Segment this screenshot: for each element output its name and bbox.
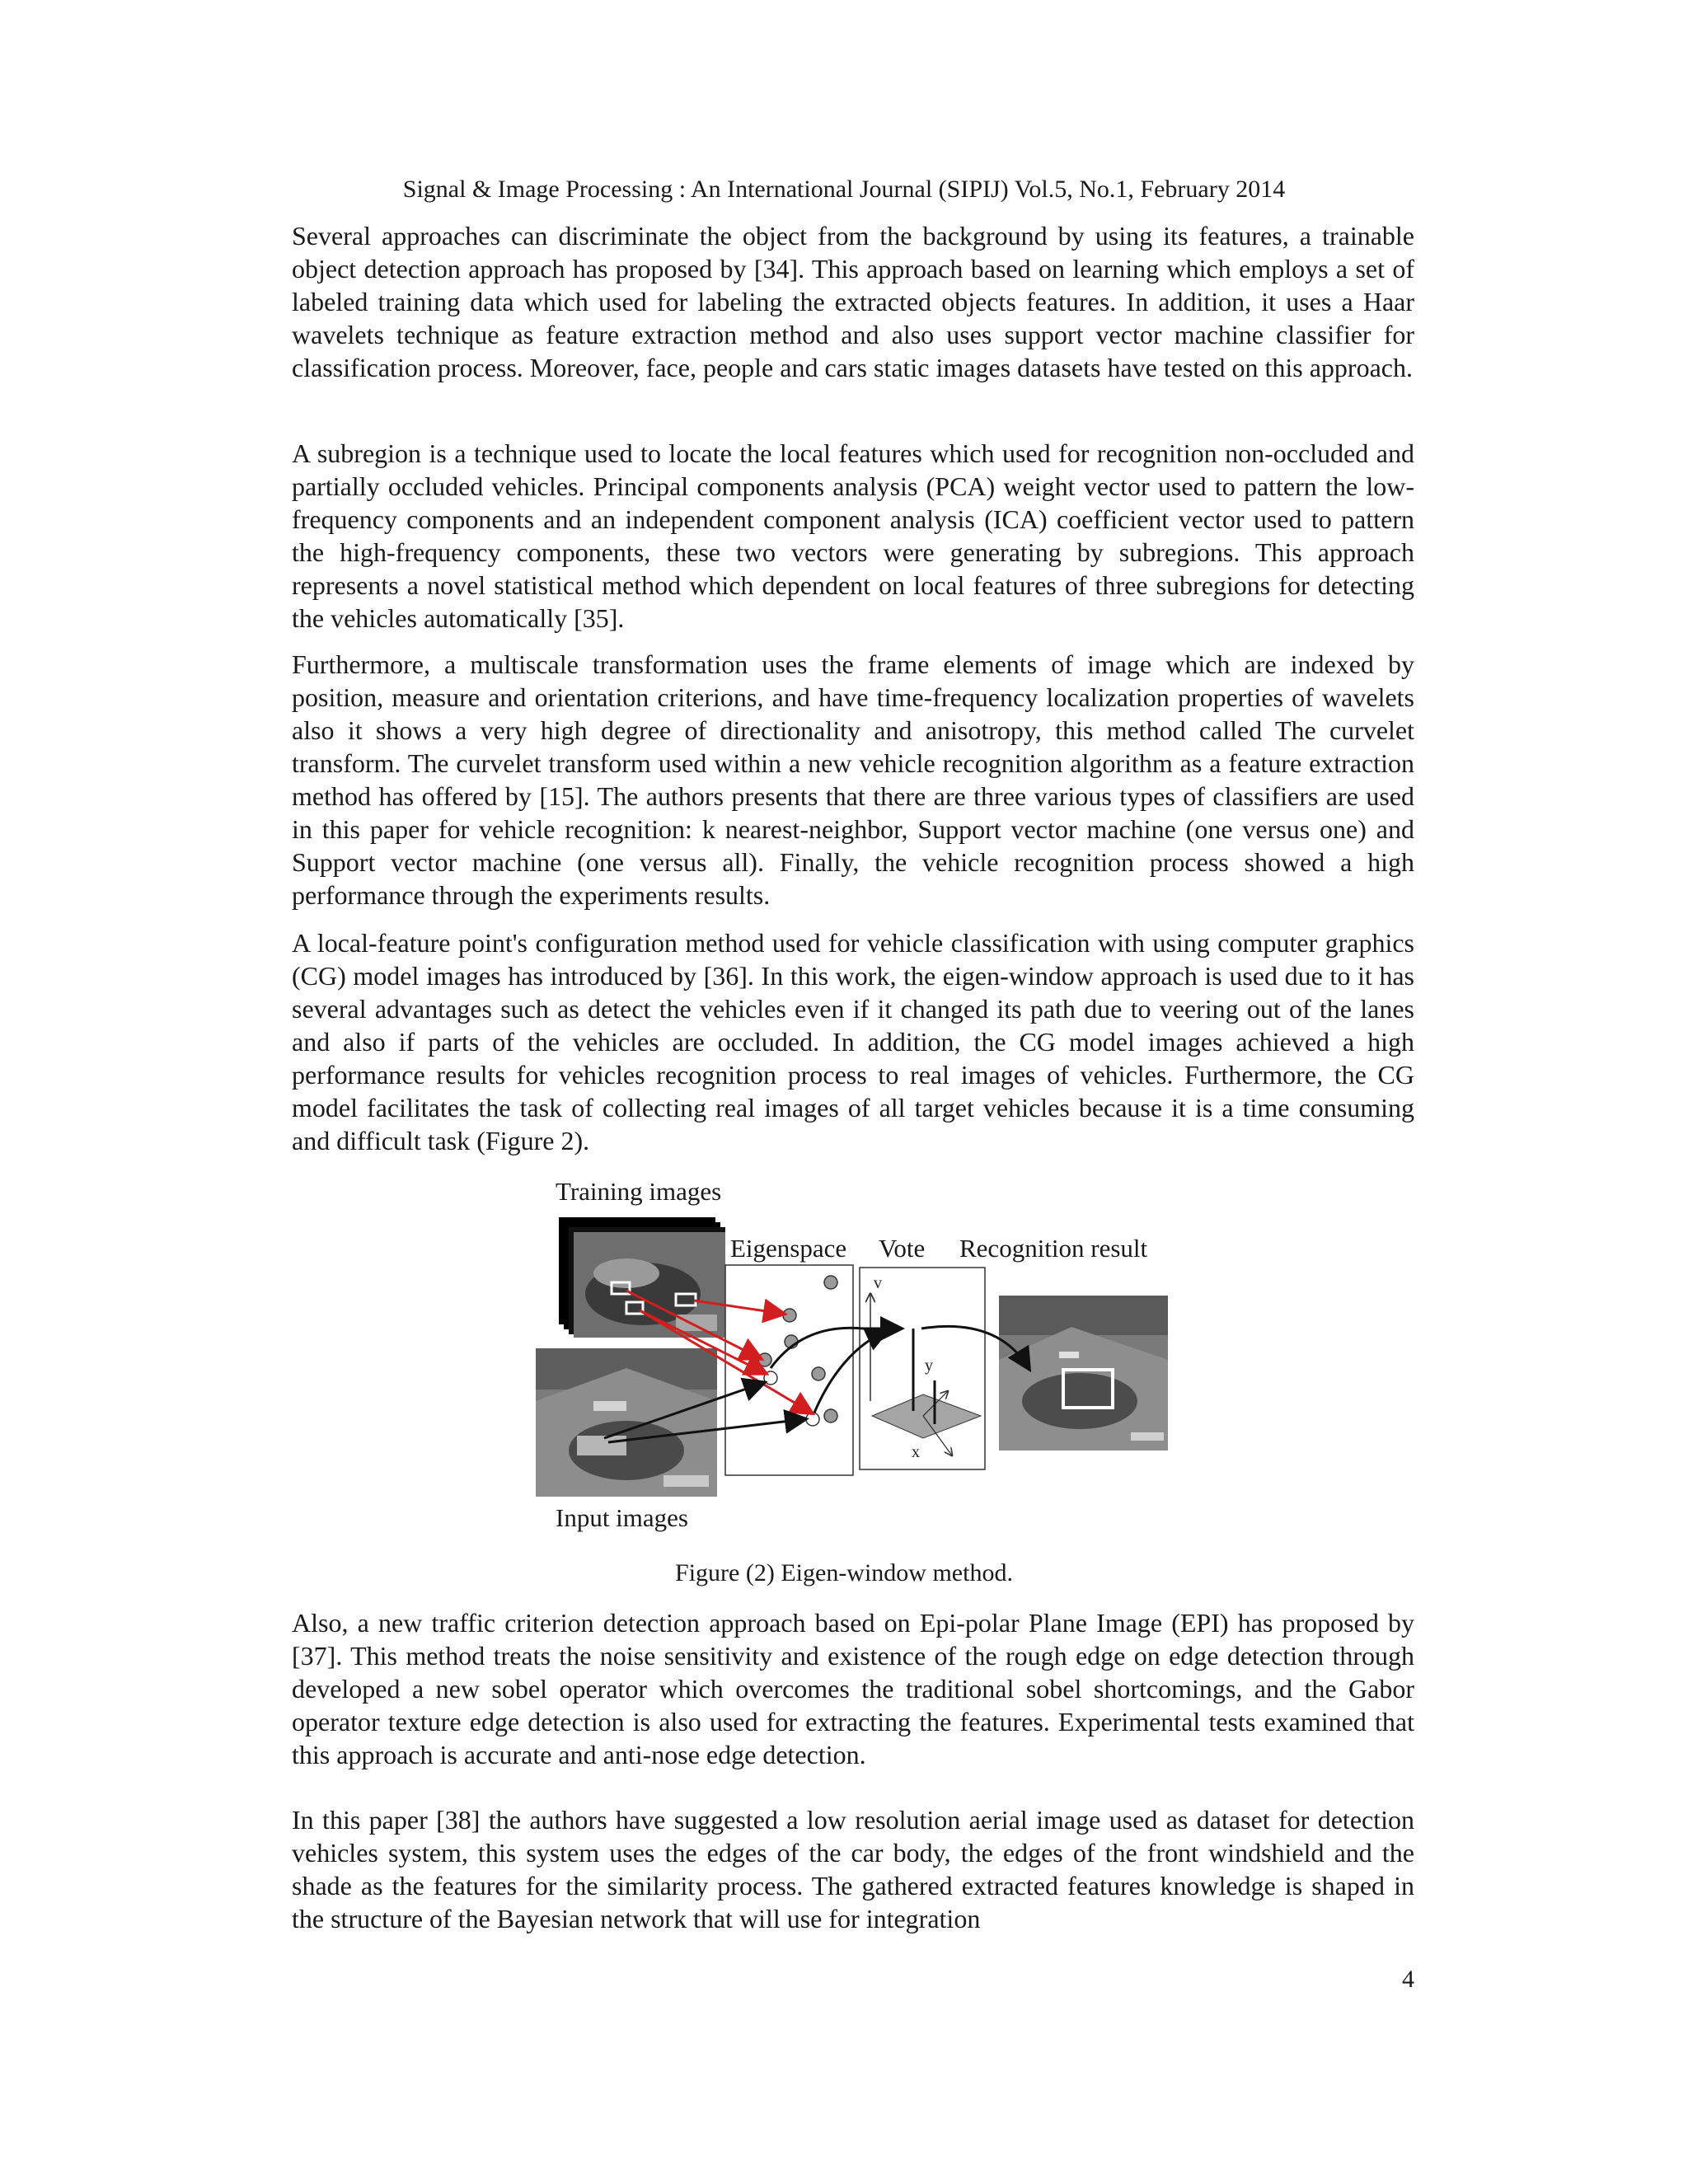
axis-v-label: v <box>874 1274 882 1292</box>
figure-diagram <box>528 1212 1170 1508</box>
axis-x-label: x <box>912 1443 920 1461</box>
paragraph-3 <box>292 648 1414 912</box>
paragraph-2 <box>292 437 1414 635</box>
vote-label: Vote <box>879 1234 926 1263</box>
page-number: 4 <box>1402 1966 1414 1993</box>
paragraph-text: A local-feature point's configuration method used for vehicle classification with using computer graphics (CG) model images has introduced by [36]. In this work, the eigen-window approach is used due to it has several advantages such as detect the vehicles even if it changed its path due to veering out of the lanes and also if parts of the vehicles are occluded. In addition, the CG model images achieved a high performance results for vehicles recognition process to real images of vehicles. Furthermore, the CG model facilitates the task of collecting real images of all target vehicles because it is a time consuming and difficult task (Figure 2). <box>292 928 1414 1155</box>
running-header: Signal & Image Processing : An International Journal (SIPIJ) Vol.5, No.1, February 2014 <box>402 176 1286 203</box>
input-images-label: Input images <box>556 1503 688 1532</box>
paragraph-text: Furthermore, a multiscale transformation uses the frame elements of image which are indexed by position, measure and orientation criterions, and have time-frequency localization properties of wavelets also it shows a very high degree of directionality and anisotropy, this method called The curvelet transform. The curvelet transform used within a new vehicle recognition algorithm as a feature extraction method has offered by [15]. The authors presents that there are three various types of classifiers are used in this paper for vehicle recognition: k nearest-neighbor, Support vector machine (one versus one) and Support vector machine (one versus all). Finally, the vehicle recognition process showed a high performance through the experiments results. <box>292 649 1414 910</box>
paragraph-text: A subregion is a technique used to locate the local features which used for recognition non-occluded and partially occluded vehicles. Principal components analysis (PCA) weight vector used to pattern the low-frequency components and an independent component analysis (ICA) coefficient vector used to pattern the high-frequency components, these two vectors were generating by subregions. This approach represents a novel statistical method which dependent on local features of three subregions for detecting the vehicles automatically [35]. <box>292 438 1414 633</box>
axis-y-label: y <box>925 1357 933 1375</box>
vote-box <box>860 1268 985 1469</box>
paragraph-5 <box>292 1606 1414 1771</box>
paragraph-6 <box>292 1803 1414 1935</box>
paragraph-text: In this paper [38] the authors have suggested a low resolution aerial image used as dataset for detection vehicles system, this system uses the edges of the car body, the edges of the front windshield and the shade as the features for the similarity process. The gathered extracted features knowledge is shaped in the structure of the Bayesian network that will use for integration <box>292 1805 1414 1933</box>
training-images-stack <box>559 1217 725 1338</box>
paragraph-1 <box>292 219 1414 384</box>
training-images-label: Training images <box>556 1177 722 1206</box>
eigenspace-box <box>725 1265 853 1475</box>
recognition-result-label: Recognition result <box>959 1234 1148 1263</box>
paragraph-text: Several approaches can discriminate the object from the background by using its features, a trainable object detection approach has proposed by [34]. This approach based on learning which employs a set of labeled training data which used for labeling the extracted objects features. In addition, it uses a Haar wavelets technique as feature extraction method and also uses support vector machine classifier for classification process. Moreover, face, people and cars static images datasets have tested on this approach. <box>292 221 1414 382</box>
figure-caption: Figure (2) Eigen-window method. <box>675 1559 1013 1586</box>
eigenspace-label: Eigenspace <box>730 1234 847 1263</box>
input-image <box>536 1348 717 1497</box>
recognition-result-image <box>999 1296 1168 1451</box>
paragraph-text: Also, a new traffic criterion detection approach based on Epi-polar Plane Image (EPI) has proposed by [37]. This method treats the noise sensitivity and existence of the rough edge on edge detection through developed a new sobel operator which overcomes the traditional sobel shortcomings, and the Gabor operator texture edge detection is also used for extracting the features. Experimental tests examined that this approach is accurate and anti-nose edge detection. <box>292 1608 1414 1769</box>
paragraph-4 <box>292 926 1414 1157</box>
